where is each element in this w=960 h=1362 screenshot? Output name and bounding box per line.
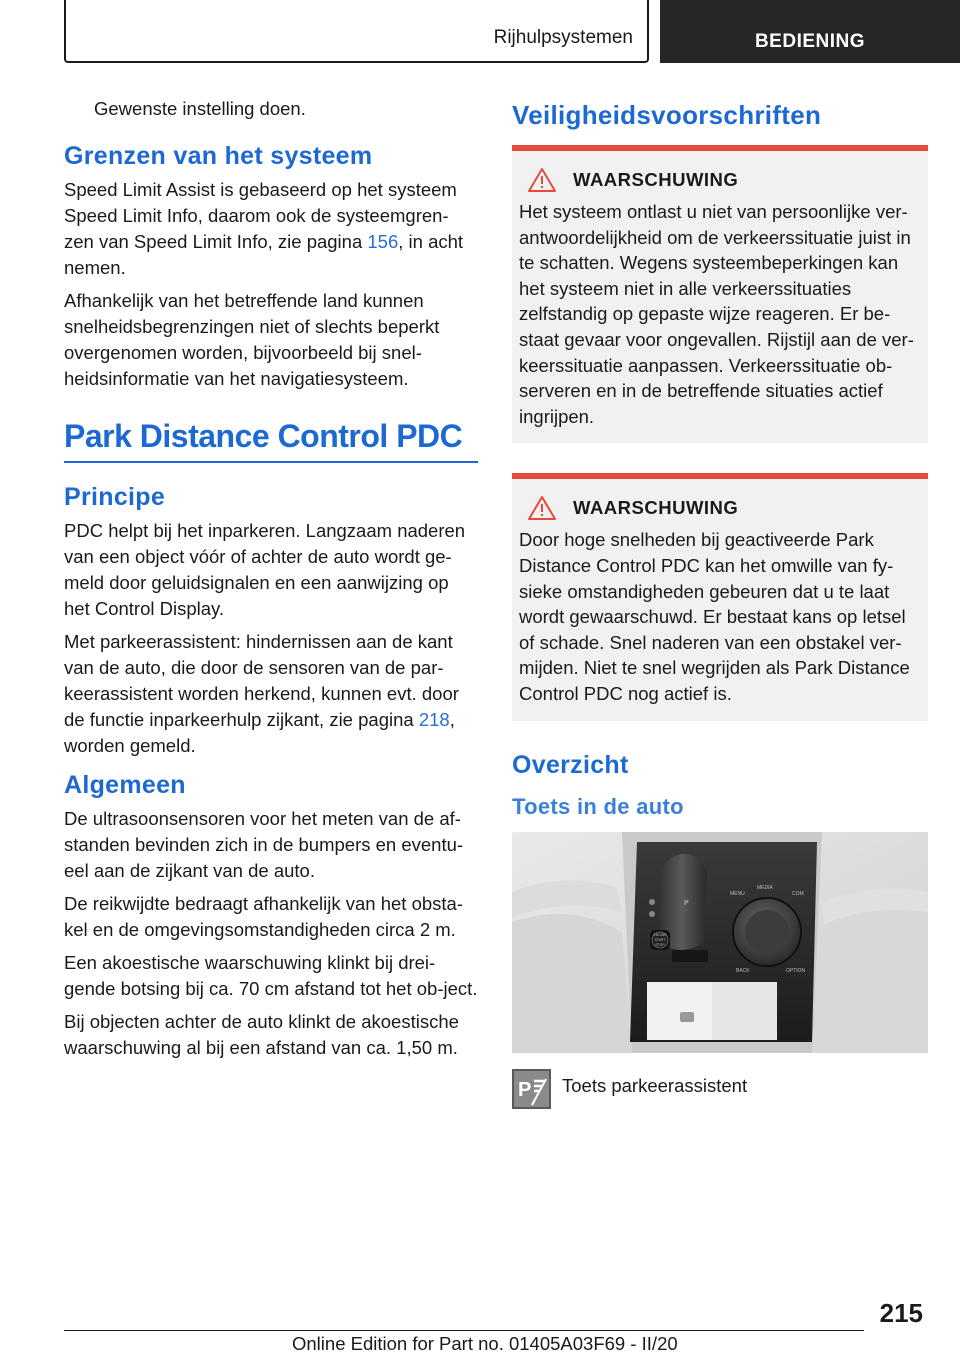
intro-step: Gewenste instelling doen. <box>94 98 306 119</box>
warning-title: WAARSCHUWING <box>573 169 739 190</box>
principle-paragraph-2: Met parkeerassistent: hindernissen aan de kant van de auto, die door de sensoren van de par-keerassistent worden herkend, kunnen evt. door de functie inparkeerhulp zijkant, zie pagina 218, worden gemeld. <box>64 631 459 756</box>
photo-label-menu: MENU <box>730 890 745 897</box>
photo-label-media: MEDIA <box>757 884 773 891</box>
photo-label-p: P <box>684 899 689 907</box>
warning-box-2 <box>512 473 928 720</box>
limits-paragraph-1: Speed Limit Assist is gebaseerd op het systeem Speed Limit Info, daarom ook de systeemgren-zen van Speed Limit Info, zie pagina 156, in acht nemen. <box>64 179 464 278</box>
page-link-156[interactable]: 156 <box>367 231 399 252</box>
general-heading: Algemeen <box>64 771 186 799</box>
left-column <box>64 96 478 1068</box>
warning-triangle-icon <box>527 495 557 521</box>
warning-title: WAARSCHUWING <box>573 497 739 519</box>
page-link-218[interactable]: 218 <box>418 709 450 730</box>
photo-label-engine-3: STOP <box>655 942 665 947</box>
legend-text: Toets parkeerassistent <box>562 1074 748 1096</box>
button-heading: Toets in de auto <box>512 793 684 819</box>
warning-triangle-icon <box>527 167 557 193</box>
footer-rule <box>64 1330 864 1331</box>
general-paragraph-1: De ultrasoonsensoren voor het meten van de af-standen bevinden zich in de bumpers en eventu-eel aan de zijkant van de auto. <box>64 808 464 881</box>
footer-edition: Online Edition for Part no. 01405A03F69 - II/20 <box>292 1333 678 1354</box>
warning-box-1 <box>512 145 928 443</box>
photo-label-engine-1: ENGINE <box>653 932 667 937</box>
safety-heading: Veiligheidsvoorschriften <box>512 100 822 130</box>
general-paragraph-3: Een akoestische waarschuwing klinkt bij drei-gende botsing bij ca. 70 cm afstand tot het ob-ject. <box>64 952 478 999</box>
overview-heading: Overzicht <box>512 750 629 779</box>
header-chapter-tab: BEDIENING <box>660 0 960 63</box>
right-column <box>512 96 928 1109</box>
page-number: 215 <box>879 1298 923 1328</box>
legend-row <box>512 1069 928 1109</box>
parking-assistant-icon <box>512 1069 551 1109</box>
warning-text: Door hoge snelheden bij geactiveerde Park Distance Control PDC kan het omwille van fy-sieke omstandigheden gebeuren dat u te laat wordt gewaarschuwd. Er bestaat kans op letsel of schade. Snel naderen van een obstakel ver-mijden. Niet te snel wegrijden als Park Distance Control PDC nog actief is. <box>519 529 910 704</box>
limits-paragraph-2: Afhankelijk van het betreffende land kunnen snelheidsbegrenzingen niet of slechts beperkt overgenomen worden, bijvoorbeeld bij snel-heidsinformatie van het navigatiesysteem. <box>64 290 440 389</box>
general-paragraph-2: De reikwijdte bedraagt afhankelijk van het obsta-kel en de omgevingsomstandigheden circa 2 m. <box>64 893 464 940</box>
header-section-title: Rijhulpsystemen <box>493 27 633 48</box>
photo-label-com: COM <box>792 890 804 897</box>
limits-heading: Grenzen van het systeem <box>64 142 373 170</box>
principle-heading: Principe <box>64 483 166 511</box>
warning-text: Het systeem ontlast u niet van persoonlijke ver-antwoordelijkheid om de verkeerssituatie juist in te schatten. Wegens systeembeperkingen kan het systeem niet in alle verkeerssituaties zelfstandig op gepaste wijze reageren. Er be-staat gevaar voor ongevallen. Rijstijl aan de ver-keerssituatie aanpassen. Verkeerssituatie ob-serveren en in de betreffende situaties actief ingrijpen. <box>519 201 914 427</box>
principle-paragraph-1: PDC helpt bij het inparkeren. Langzaam naderen van een object vóór of achter de auto wordt ge-meld door geluidsignalen en een aanwijzing op het Control Display. <box>64 520 466 619</box>
general-paragraph-4: Bij objecten achter de auto klinkt de akoestische waarschuwing al bij een afstand van ca. 1,50 m. <box>64 1011 459 1058</box>
photo-label-engine-2: START <box>654 937 666 942</box>
center-console-photo <box>512 832 928 1053</box>
svg-text:P: P <box>518 1078 532 1101</box>
photo-label-back: BACK <box>736 967 750 974</box>
photo-label-option: OPTION <box>786 967 806 974</box>
chapter-title: Park Distance Control PDC <box>64 418 478 463</box>
